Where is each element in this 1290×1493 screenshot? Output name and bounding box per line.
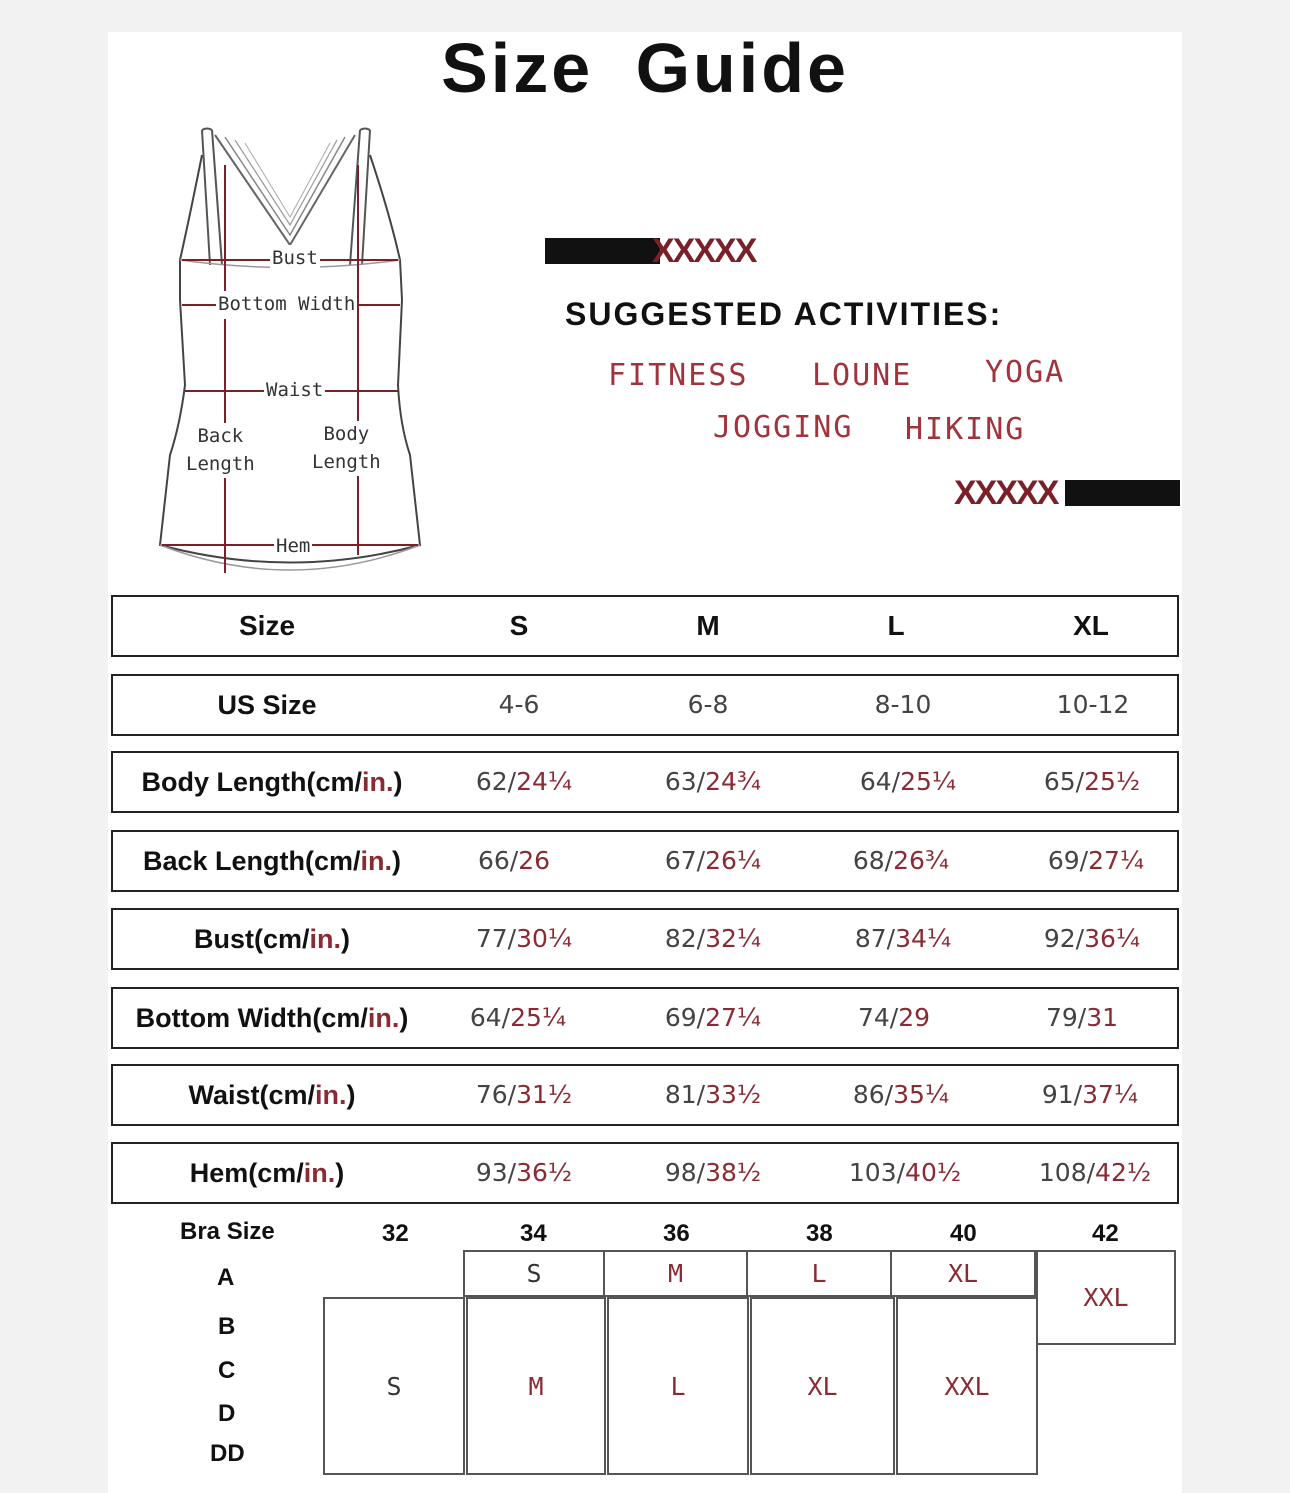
- waist-row: [111, 1064, 1179, 1126]
- bust-row: [111, 908, 1179, 970]
- activity-fitness: FITNESS: [608, 358, 749, 393]
- bust-xl: 92/36¼: [1043, 924, 1141, 953]
- bra-band-32: 32: [382, 1220, 409, 1247]
- body-length-label: Body Length(cm/in.): [141, 767, 403, 797]
- tank-top-diagram: [150, 125, 440, 585]
- body-length-row: [111, 751, 1179, 813]
- size-header-row: [111, 595, 1179, 657]
- bottom-width-row: [111, 987, 1179, 1049]
- bust-s: 77/30¼: [475, 924, 573, 953]
- activity-yoga: YOGA: [985, 355, 1066, 390]
- activity-jogging: JOGGING: [713, 410, 854, 445]
- activity-hiking: HIKING: [905, 412, 1026, 447]
- back-length-label: Back Length(cm/in.): [142, 846, 402, 876]
- waist-m: 81/33½: [664, 1080, 762, 1109]
- body-length-xl: 65/25½: [1043, 767, 1141, 796]
- bra-band-42: 42: [1092, 1220, 1119, 1247]
- body-length-l: 64/25¼: [859, 767, 957, 796]
- waist-l: 86/35¼: [852, 1080, 950, 1109]
- size-header-label: Size: [238, 610, 296, 641]
- bra-a-34: S: [463, 1250, 605, 1297]
- decor-x-right: XXXXX: [954, 474, 1058, 512]
- bust-m: 82/32¼: [664, 924, 762, 953]
- waist-label: Waist(cm/in.): [188, 1080, 356, 1110]
- hem-s: 93/36½: [475, 1158, 573, 1187]
- hem-m: 98/38½: [664, 1158, 762, 1187]
- hem-l: 103/40½: [848, 1158, 962, 1187]
- hem-row: [111, 1142, 1179, 1204]
- bra-bdd-40: XXL: [896, 1297, 1038, 1475]
- bra-bdd-36: L: [607, 1297, 749, 1475]
- bottom-width-l: 74/29: [857, 1003, 931, 1032]
- size-header-s: S: [509, 610, 529, 641]
- bust-label: Bust(cm/in.): [193, 924, 350, 954]
- bra-band-36: 36: [663, 1220, 690, 1247]
- activities-heading: SUGGESTED ACTIVITIES:: [565, 296, 1003, 332]
- us-size-s: 4-6: [498, 690, 540, 719]
- bra-size-label: Bra Size: [180, 1218, 275, 1245]
- bottom-width-label: Bottom Width: [216, 291, 357, 319]
- bra-band-40: 40: [950, 1220, 977, 1247]
- back-length-l: 68/26¾: [852, 846, 950, 875]
- hem-xl: 108/42½: [1038, 1158, 1152, 1187]
- bra-band-34: 34: [520, 1220, 547, 1247]
- bra-bdd-38: XL: [750, 1297, 895, 1475]
- bra-a-38: L: [746, 1250, 892, 1297]
- size-header-m: M: [696, 610, 720, 641]
- bra-cup-c: C: [218, 1357, 236, 1384]
- body-length-s: 62/24¼: [475, 767, 573, 796]
- waist-label: Waist: [264, 377, 325, 405]
- bottom-width-label: Bottom Width(cm/in.): [135, 1003, 409, 1033]
- us-size-xl: 10-12: [1056, 690, 1130, 719]
- waist-xl: 91/37¼: [1041, 1080, 1139, 1109]
- size-header-l: L: [887, 610, 905, 641]
- bra-cup-a: A: [217, 1264, 235, 1291]
- bra-bdd-34: M: [466, 1297, 606, 1475]
- tank-top-illustration: [150, 125, 440, 585]
- bottom-width-m: 69/27¼: [664, 1003, 762, 1032]
- us-size-m: 6-8: [687, 690, 729, 719]
- decor-bar-right: [1065, 480, 1180, 506]
- size-header-xl: XL: [1073, 610, 1109, 641]
- bra-cup-b: B: [218, 1313, 236, 1340]
- back-length-label: Back Length: [184, 423, 257, 478]
- bra-bdd-32: S: [323, 1297, 465, 1475]
- body-length-m: 63/24¾: [664, 767, 762, 796]
- hem-label: Hem: [274, 533, 312, 561]
- back-length-s: 66/26: [477, 846, 551, 875]
- back-length-m: 67/26¼: [664, 846, 762, 875]
- bra-cup-d: D: [218, 1400, 236, 1427]
- body-length-label: Body Length: [310, 421, 383, 476]
- decor-bar-left: [545, 238, 660, 264]
- bust-l: 87/34¼: [854, 924, 952, 953]
- bra-cup-dd: DD: [210, 1440, 245, 1467]
- bra-a-36: M: [603, 1250, 748, 1297]
- back-length-row: [111, 830, 1179, 892]
- us-size-label: US Size: [217, 690, 317, 720]
- activity-loune: LOUNE: [812, 358, 913, 393]
- back-length-xl: 69/27¼: [1047, 846, 1145, 875]
- decor-x-left: XXXXX: [652, 232, 756, 270]
- bra-a-40: XL: [890, 1250, 1036, 1297]
- hem-label: Hem(cm/in.): [189, 1158, 345, 1188]
- us-size-row: [111, 674, 1179, 736]
- bust-label: Bust: [270, 245, 320, 273]
- bottom-width-s: 64/25¼: [469, 1003, 567, 1032]
- page-title: Size Guide: [441, 29, 849, 107]
- bottom-width-xl: 79/31: [1045, 1003, 1119, 1032]
- waist-s: 76/31½: [475, 1080, 573, 1109]
- bra-band-38: 38: [806, 1220, 833, 1247]
- bra-a-42: XXL: [1036, 1250, 1176, 1345]
- us-size-l: 8-10: [874, 690, 932, 719]
